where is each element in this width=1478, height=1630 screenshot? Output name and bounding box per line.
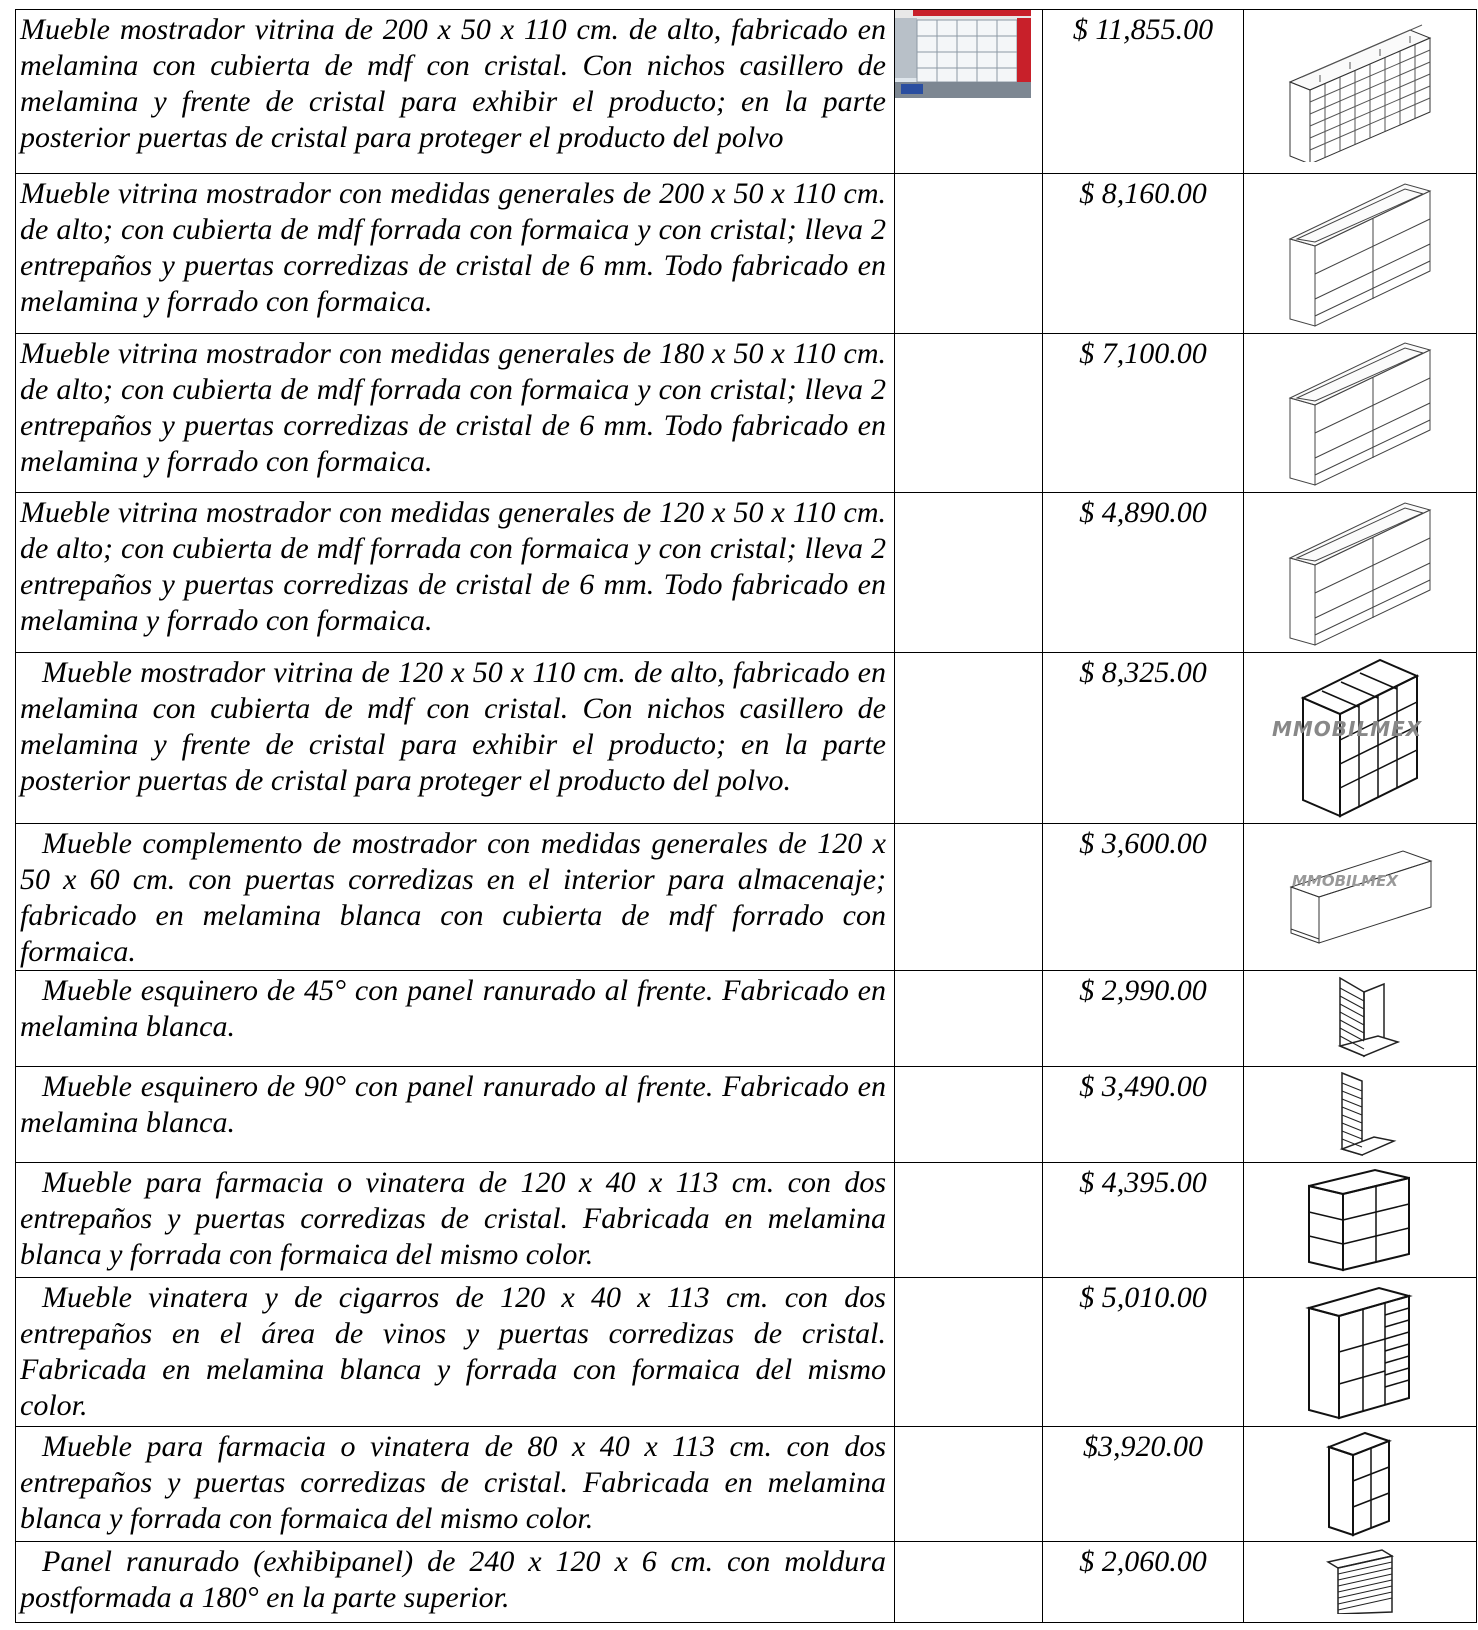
product-photo-cell [895,653,1043,824]
product-description: Mueble para farmacia o vinatera de 120 x 40 x 113 cm. con dos entrepaños y puertas corredizas de cristal. Fabricada en melamina blanca y forrada con formaica del mismo color. [20,1166,886,1271]
product-price: $ 11,855.00 [1072,13,1214,46]
product-price: $ 5,010.00 [1079,1281,1207,1314]
table-row [16,971,1477,1067]
table-row [16,1427,1477,1542]
product-description: Mueble vitrina mostrador con medidas generales de 180 x 50 x 110 cm. de alto; con cubierta de mdf forrada con formaica y con cristal; lleva 2 entrepaños y puertas corredizas de cristal de 6 mm. Todo fabricado en melamina y forrado con formaica. [20,337,886,478]
pharmacy-cabinet-icon [1305,1166,1415,1274]
glass-display-counter-icon [1285,179,1435,329]
product-description: Mueble mostrador vitrina de 200 x 50 x 110 cm. de alto, fabricado en melamina con cubierta de mdf con cristal. Con nichos casillero de melamina y frente de cristal para exhibir el producto; en la parte posterior puertas de cristal para proteger el producto del polvo [20,13,886,154]
product-photo-cell [895,10,1043,174]
table-row [16,1163,1477,1278]
table-row [16,1542,1477,1623]
table-row [16,334,1477,493]
table-row [16,174,1477,334]
product-price: $ 4,395.00 [1079,1166,1207,1199]
product-price: $ 3,490.00 [1079,1070,1207,1103]
table-row [16,1278,1477,1427]
table-row [16,10,1477,174]
product-description: Mueble para farmacia o vinatera de 80 x 40 x 113 cm. con dos entrepaños y puertas corredizas de cristal. Fabricada en melamina blanca y forrada con formaica del mismo color. [20,1430,886,1535]
watermark-text: MMOBILMEX [1272,717,1423,741]
product-description: Mueble complemento de mostrador con medidas generales de 120 x 50 x 60 cm. con puertas corredizas en el interior para almacenaje; fabricado en melamina blanca con cubierta de mdf forrado con formaica. [20,827,886,968]
product-description: Panel ranurado (exhibipanel) de 240 x 120 x 6 cm. con moldura postformada a 180° en la parte superior. [20,1545,886,1614]
product-photo-cell [895,1163,1043,1278]
product-photo-cell [895,174,1043,334]
table-row [16,824,1477,971]
product-price: $ 2,990.00 [1079,974,1207,1007]
table-row [16,1067,1477,1163]
wine-cigarette-cabinet-icon [1305,1282,1415,1422]
product-photo-cell [895,1542,1043,1623]
product-price: $ 2,060.00 [1079,1545,1207,1578]
product-price: $3,920.00 [1083,1430,1203,1463]
glass-display-counter-icon [1285,498,1435,648]
slatwall-panel-icon [1320,1548,1400,1614]
watermark-text: MMOBILMEX [1292,872,1398,890]
display-counter-photo-icon [895,10,1031,98]
product-description: Mueble mostrador vitrina de 120 x 50 x 110 cm. de alto, fabricado en melamina con cubierta de mdf con cristal. Con nichos casillero de melamina y frente de cristal para exhibir el producto; en la parte posterior puertas de cristal para proteger el producto del polvo. [20,656,886,797]
product-photo-cell [895,493,1043,653]
product-description: Mueble esquinero de 45° con panel ranurado al frente. Fabricado en melamina blanca. [20,974,886,1043]
product-photo-cell [895,1278,1043,1427]
product-photo-cell [895,971,1043,1067]
low-counter-module-icon [1285,847,1435,947]
table-row [16,653,1477,824]
product-price: $ 3,600.00 [1079,827,1207,860]
product-photo-cell [895,1427,1043,1542]
product-description: Mueble vitrina mostrador con medidas generales de 200 x 50 x 110 cm. de alto; con cubierta de mdf forrada con formaica y con cristal; lleva 2 entrepaños y puertas corredizas de cristal de 6 mm. Todo fabricado en melamina y forrado con formaica. [20,177,886,318]
product-price: $ 8,325.00 [1079,656,1207,689]
price-list-table [15,9,1477,1623]
table-row [16,493,1477,653]
product-description: Mueble esquinero de 90° con panel ranurado al frente. Fabricado en melamina blanca. [20,1070,886,1139]
narrow-pharmacy-cabinet-icon [1325,1429,1395,1539]
display-counter-cubbies-icon [1280,22,1440,162]
product-photo-cell [895,824,1043,971]
product-price: $ 8,160.00 [1079,177,1207,210]
product-photo-cell [895,334,1043,493]
product-price: $ 4,890.00 [1079,496,1207,529]
corner-45-slatwall-icon [1320,974,1400,1064]
product-description: Mueble vitrina mostrador con medidas generales de 120 x 50 x 110 cm. de alto; con cubierta de mdf forrada con formaica y con cristal; lleva 2 entrepaños y puertas corredizas de cristal de 6 mm. Todo fabricado en melamina y forrado con formaica. [20,496,886,637]
corner-90-slatwall-icon [1320,1069,1400,1161]
product-photo-cell [895,1067,1043,1163]
product-price: $ 7,100.00 [1079,337,1207,370]
glass-display-counter-icon [1285,338,1435,488]
product-description: Mueble vinatera y de cigarros de 120 x 40 x 113 cm. con dos entrepaños en el área de vinos y puertas corredizas de cristal. Fabricada en melamina blanca y forrada con formaica del mismo color. [20,1281,886,1422]
